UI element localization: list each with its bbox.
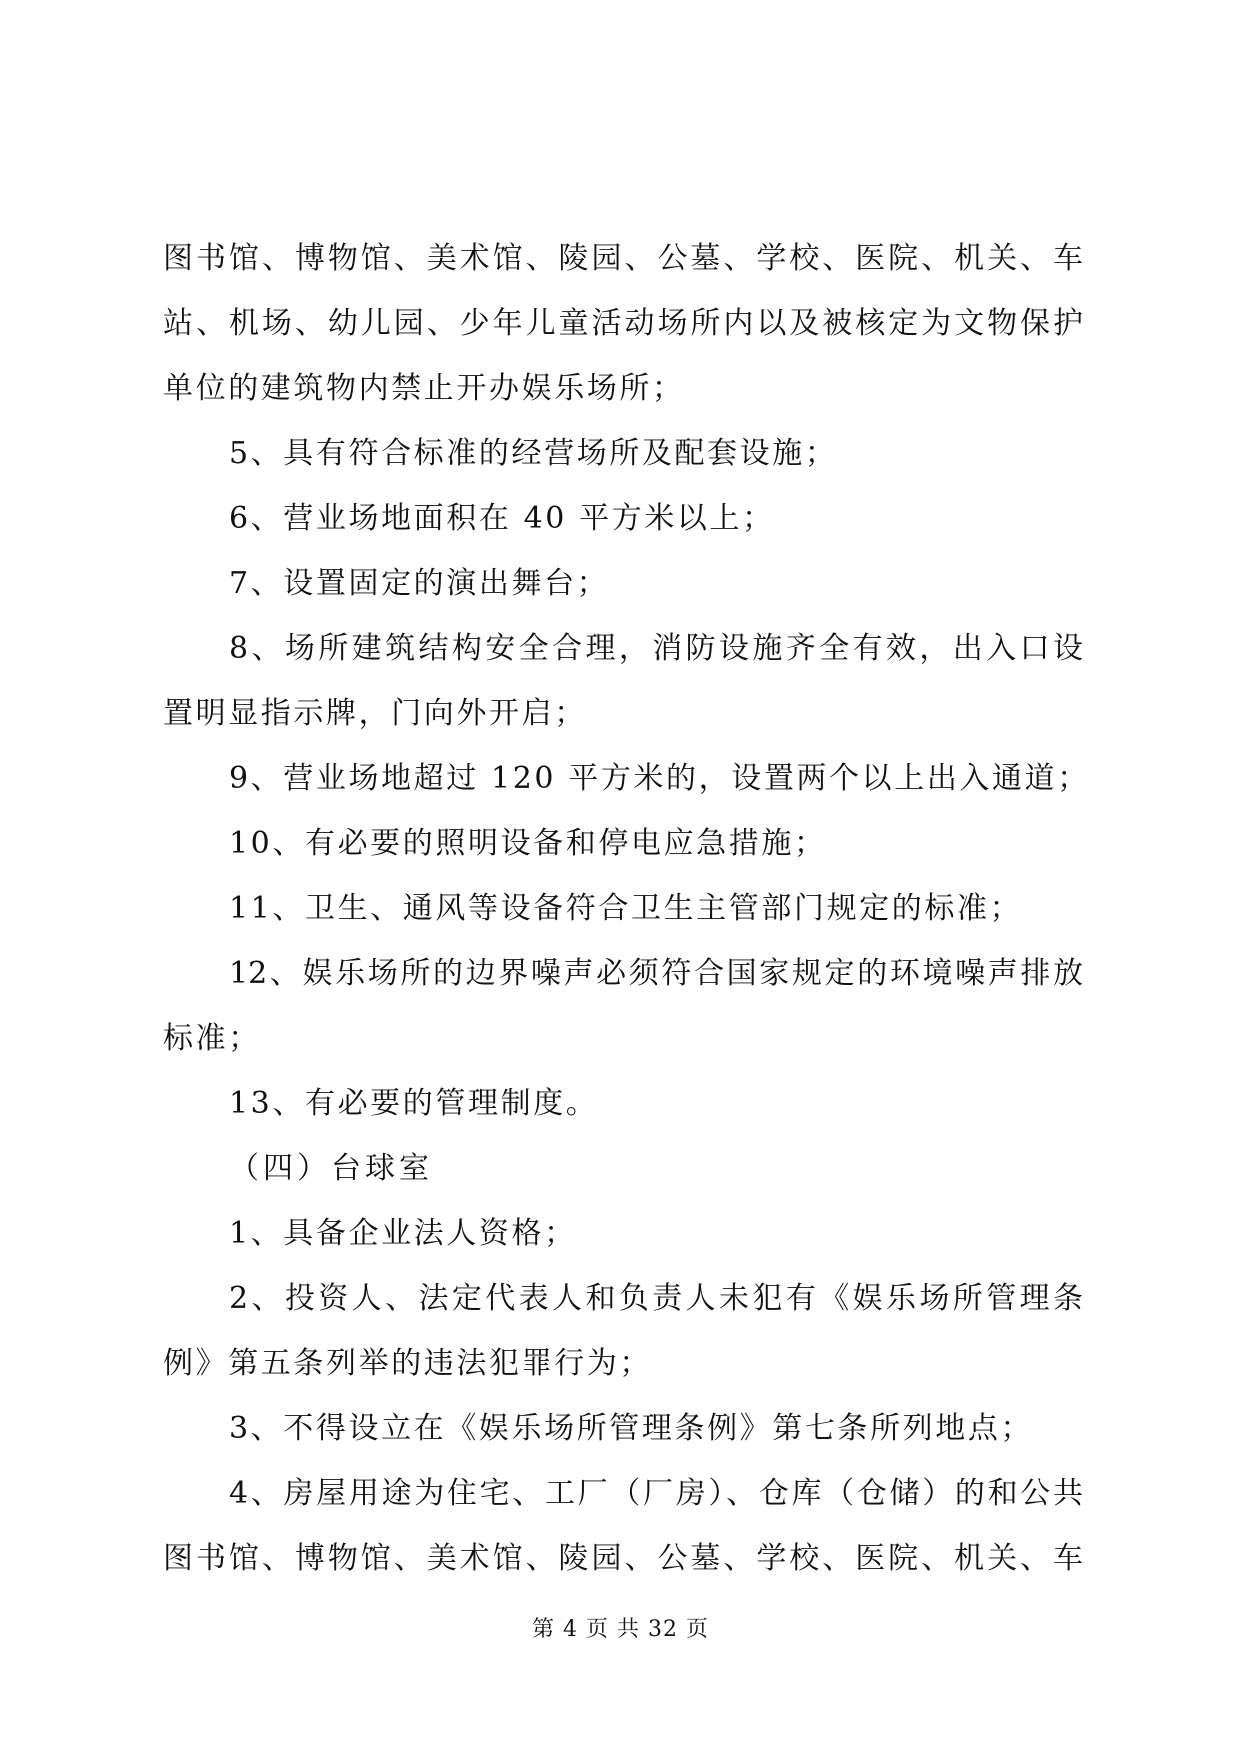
- text-line-13: 标准；: [163, 1021, 261, 1056]
- text-line-10: 10、有必要的照明设备和停电应急措施；: [229, 826, 827, 861]
- text-line-6: 7、设置固定的演出舞台；: [229, 566, 610, 601]
- text-line-16: 1、具备企业法人资格；: [229, 1216, 577, 1251]
- text-line-21: 图书馆、博物馆、美术馆、陵园、公墓、学校、医院、机关、车: [163, 1541, 1083, 1576]
- text-line-14: 13、有必要的管理制度。: [229, 1086, 599, 1121]
- text-line-17: 2、投资人、法定代表人和负责人未犯有《娱乐场所管理条: [229, 1281, 1083, 1316]
- text-line-4: 5、具有符合标准的经营场所及配套设施；: [229, 436, 838, 471]
- section-heading: （四）台球室: [229, 1151, 433, 1186]
- text-line-19: 3、不得设立在《娱乐场所管理条例》第七条所列地点；: [229, 1411, 1034, 1446]
- text-line-3: 单位的建筑物内禁止开办娱乐场所；: [163, 371, 685, 406]
- page-number-footer: 第 4 页 共 32 页: [532, 1617, 709, 1642]
- text-line-18: 例》第五条列举的违法犯罪行为；: [163, 1346, 652, 1381]
- document-body: [163, 226, 1090, 1591]
- text-line-5: 6、营业场地面积在 40 平方米以上；: [229, 501, 775, 536]
- text-line-20: 4、房屋用途为住宅、工厂（厂房）、仓库（仓储）的和公共: [229, 1476, 1083, 1511]
- text-line-8: 置明显指示牌，门向外开启；: [163, 696, 587, 731]
- text-line-9: 9、营业场地超过 120 平方米的，设置两个以上出入通道；: [229, 761, 1090, 796]
- text-line-7: 8、场所建筑结构安全合理，消防设施齐全有效，出入口设: [229, 631, 1083, 666]
- text-line-11: 11、卫生、通风等设备符合卫生主管部门规定的标准；: [229, 891, 1023, 926]
- text-line-12: 12、娱乐场所的边界噪声必须符合国家规定的环境噪声排放: [229, 956, 1083, 991]
- text-line-1: 图书馆、博物馆、美术馆、陵园、公墓、学校、医院、机关、车: [163, 241, 1083, 276]
- text-line-2: 站、机场、幼儿园、少年儿童活动场所内以及被核定为文物保护: [163, 306, 1083, 341]
